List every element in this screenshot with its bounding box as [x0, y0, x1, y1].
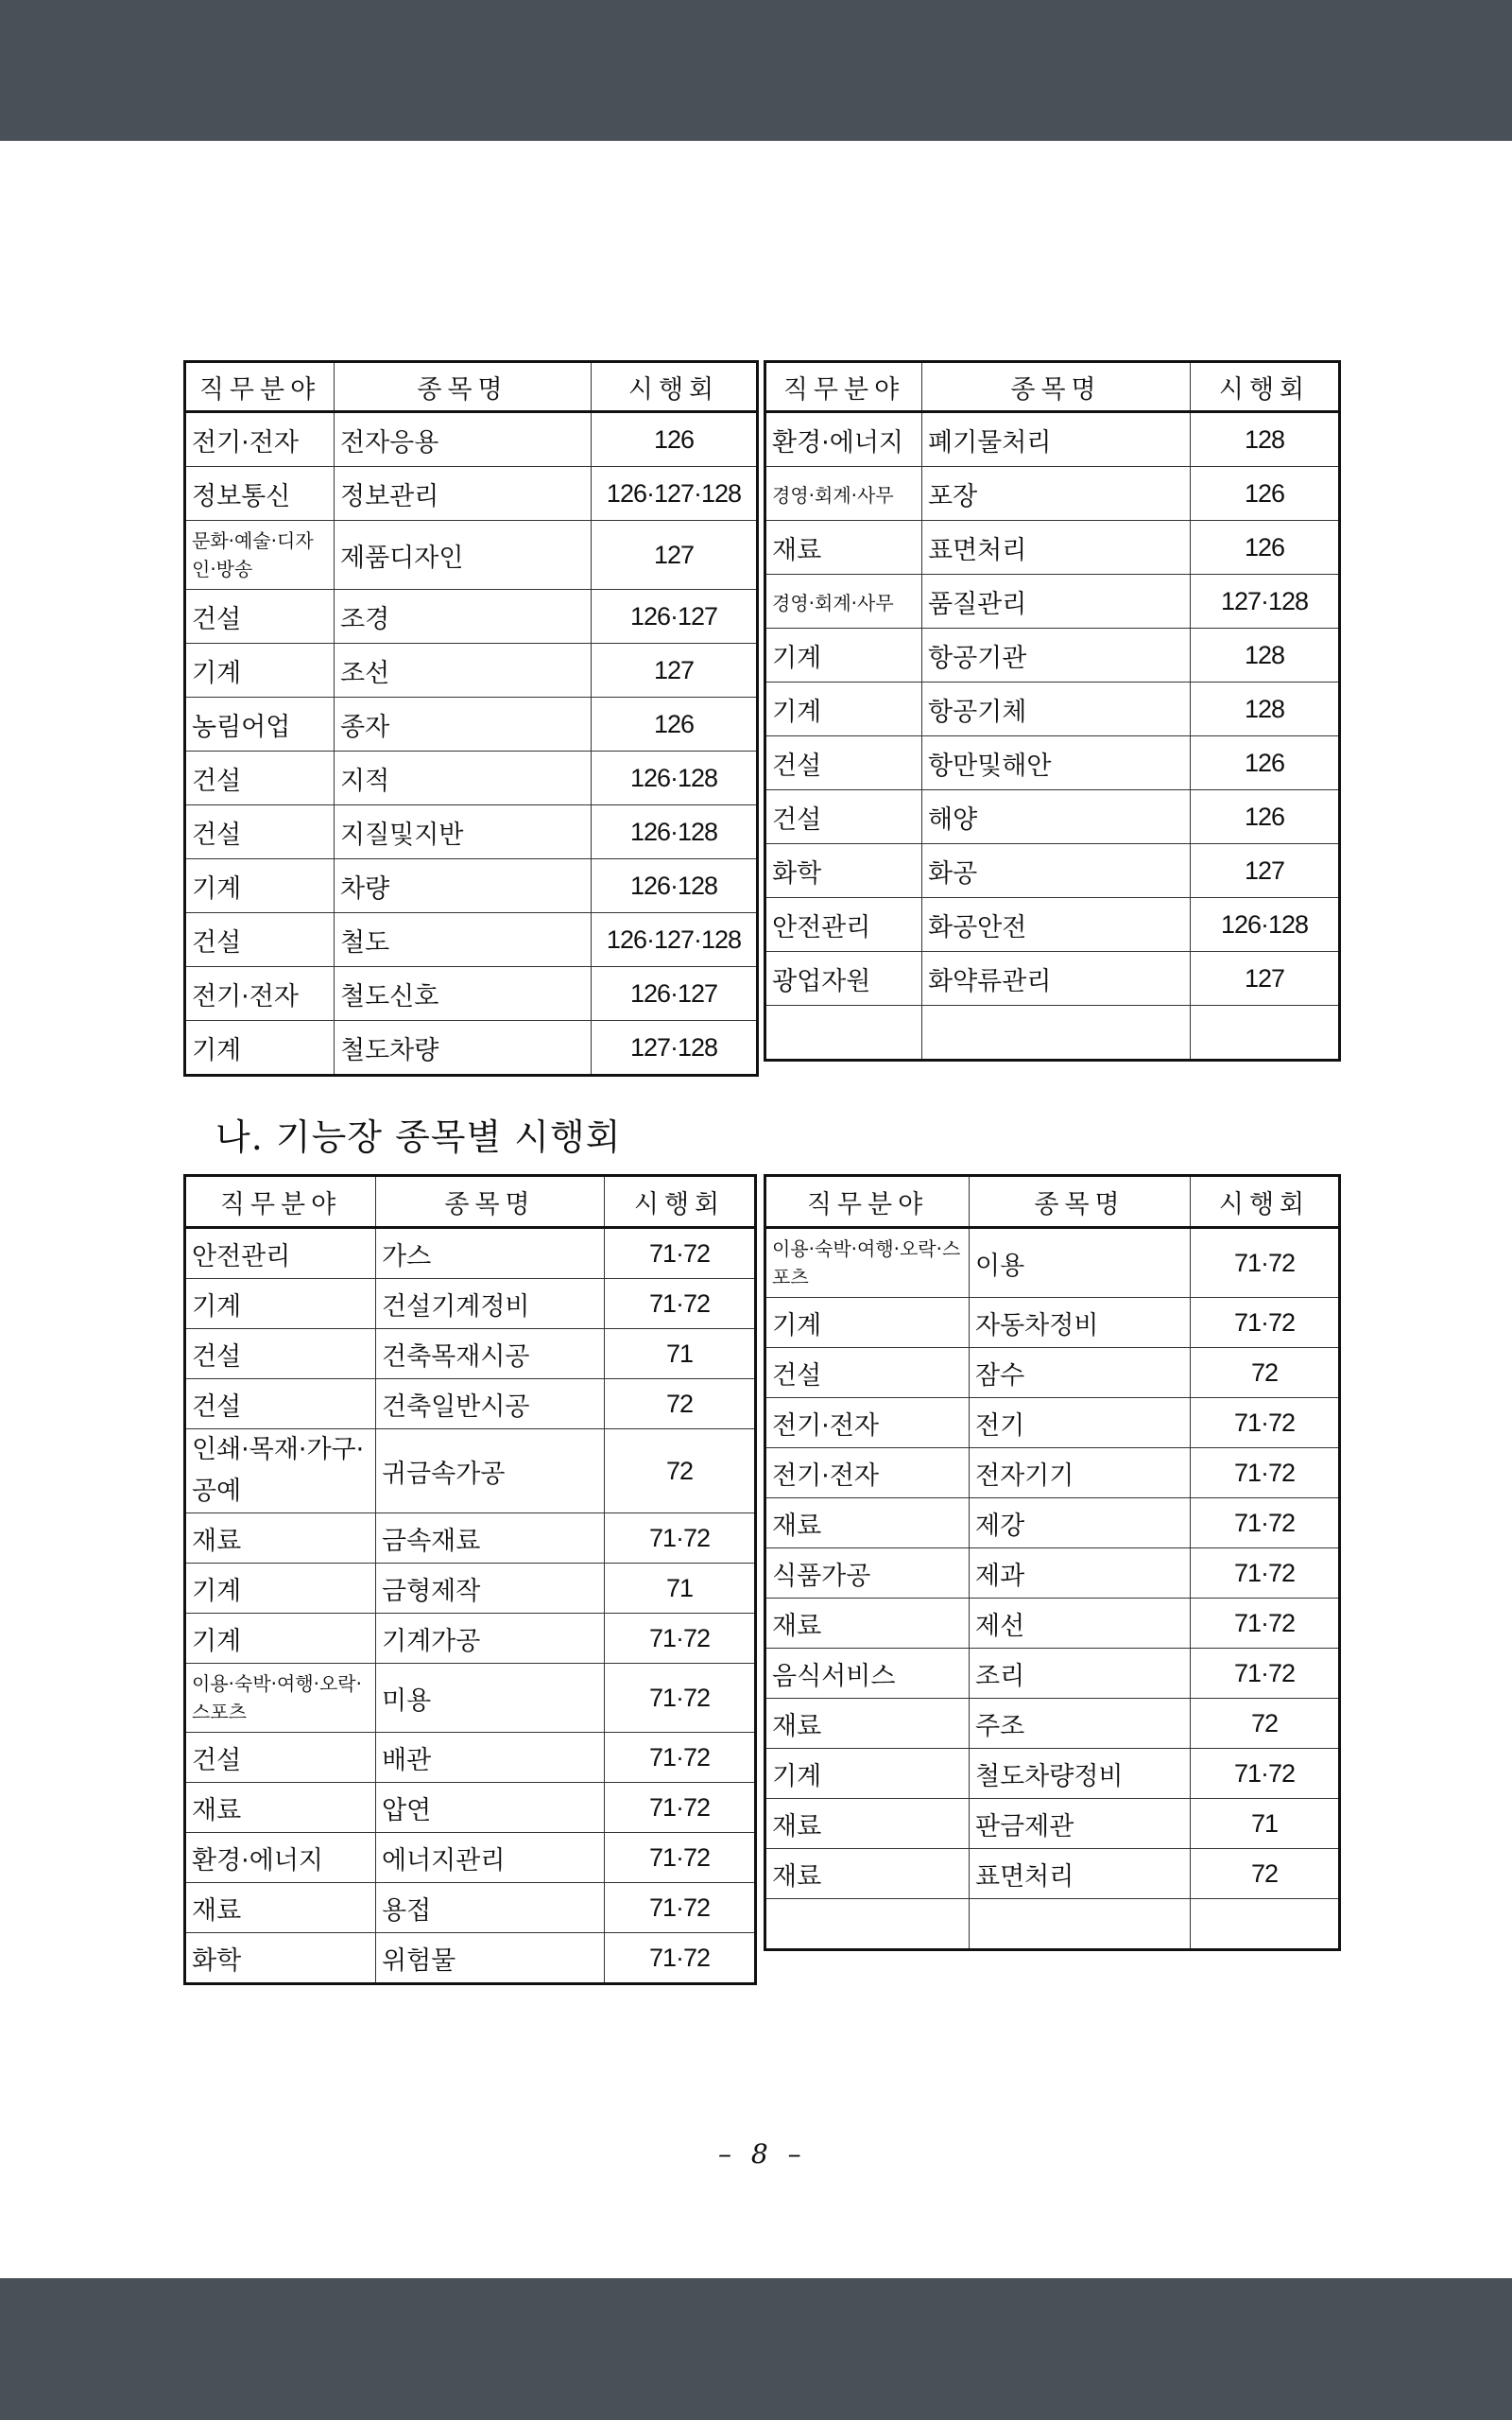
- cell-field: 문화·예술·디자인·방송: [185, 521, 335, 590]
- table-row: [765, 844, 1340, 898]
- table-header-row: [765, 1176, 1340, 1228]
- cell-session: 71·72: [1191, 1599, 1340, 1649]
- cell-session: 128: [1191, 683, 1340, 736]
- cell-session: 126·127: [592, 590, 758, 644]
- cell-field: 환경·에너지: [765, 412, 922, 467]
- cell-session: 126·127·128: [592, 467, 758, 521]
- cell-session: 127: [1191, 844, 1340, 898]
- cell-field: 건설: [185, 752, 335, 805]
- table-a-right: [764, 360, 1341, 1062]
- cell-item: 압연: [376, 1783, 605, 1833]
- cell-item: 위험물: [376, 1933, 605, 1984]
- table-row: [765, 1849, 1340, 1899]
- cell-field: 기계: [765, 1749, 970, 1799]
- cell-item: 표면처리: [922, 521, 1191, 575]
- cell-field: 기계: [765, 683, 922, 736]
- cell-field: 재료: [765, 1599, 970, 1649]
- table-row: [185, 698, 758, 752]
- header-session: 시행회: [605, 1176, 756, 1228]
- table-row: [185, 1614, 756, 1664]
- section-b-title: 나. 기능장 종목별 시행회: [215, 1116, 622, 1158]
- cell-session: 72: [1191, 1699, 1340, 1749]
- cell-item: 건축목재시공: [376, 1329, 605, 1379]
- cell-field: 재료: [765, 1498, 970, 1548]
- table-row: [765, 1699, 1340, 1749]
- table-row: [185, 1833, 756, 1883]
- cell-session: 71·72: [1191, 1498, 1340, 1548]
- cell-session: 127·128: [592, 1021, 758, 1076]
- table-row: [185, 859, 758, 913]
- table-row: [765, 1799, 1340, 1849]
- table-row: [185, 1564, 756, 1614]
- cell-item: 에너지관리: [376, 1833, 605, 1883]
- cell-item: 화공: [922, 844, 1191, 898]
- cell-session: 71·72: [605, 1733, 756, 1783]
- cell-item: 항만및해안: [922, 736, 1191, 790]
- cell-field: 경영·회계·사무: [765, 575, 922, 629]
- cell-session: 71: [1191, 1799, 1340, 1849]
- cell-item: 자동차정비: [970, 1298, 1191, 1348]
- cell-item: 표면처리: [970, 1849, 1191, 1899]
- table-row: [185, 644, 758, 698]
- cell-item: 잠수: [970, 1348, 1191, 1398]
- cell-item: 귀금속가공: [376, 1429, 605, 1513]
- cell-session: 71·72: [1191, 1749, 1340, 1799]
- cell-item: 제과: [970, 1548, 1191, 1599]
- cell-item: 제품디자인: [335, 521, 592, 590]
- cell-item: 화약류관리: [922, 952, 1191, 1006]
- table-row: [765, 1228, 1340, 1298]
- header-field: 직무분야: [185, 1176, 376, 1228]
- table-b-right: [764, 1174, 1341, 1951]
- cell-item: 전자기기: [970, 1448, 1191, 1498]
- table-header-row: [765, 362, 1340, 412]
- cell-field: 음식서비스: [765, 1649, 970, 1699]
- header-field: 직무분야: [765, 1176, 970, 1228]
- cell-field: 광업자원: [765, 952, 922, 1006]
- header-session: 시행회: [1191, 362, 1340, 412]
- cell-item: 이용: [970, 1228, 1191, 1298]
- cell-session: 71·72: [605, 1279, 756, 1329]
- table-row: [185, 1329, 756, 1379]
- cell-field: 기계: [185, 1614, 376, 1664]
- cell-session: 71·72: [605, 1614, 756, 1664]
- table-row: [765, 952, 1340, 1006]
- table-row: [185, 1379, 756, 1429]
- cell-field: 환경·에너지: [185, 1833, 376, 1883]
- header-item: 종목명: [376, 1176, 605, 1228]
- cell-field: 재료: [765, 521, 922, 575]
- table-row: [185, 1783, 756, 1833]
- cell-item: 전자응용: [335, 412, 592, 467]
- cell-field: 기계: [765, 1298, 970, 1348]
- cell-item: 용접: [376, 1883, 605, 1933]
- table-row: [185, 1513, 756, 1564]
- cell-item: 기계가공: [376, 1614, 605, 1664]
- cell-session: 71·72: [605, 1883, 756, 1933]
- table-row: [765, 1548, 1340, 1599]
- cell-field: 화학: [185, 1933, 376, 1984]
- cell-session: [1191, 1006, 1340, 1061]
- cell-field: 이용·숙박·여행·오락·스포츠: [185, 1664, 376, 1733]
- cell-session: 71·72: [1191, 1649, 1340, 1699]
- cell-item: 철도신호: [335, 967, 592, 1021]
- header-session: 시행회: [1191, 1176, 1340, 1228]
- cell-item: 항공기관: [922, 629, 1191, 683]
- cell-session: 71: [605, 1329, 756, 1379]
- cell-session: 126·128: [592, 859, 758, 913]
- cell-session: 127: [592, 521, 758, 590]
- table-row: [185, 1021, 758, 1076]
- cell-field: 기계: [185, 1021, 335, 1076]
- cell-field: 기계: [185, 1564, 376, 1614]
- cell-item: 전기: [970, 1398, 1191, 1448]
- cell-session: 126: [1191, 736, 1340, 790]
- cell-field: 재료: [765, 1849, 970, 1899]
- cell-session: 71·72: [1191, 1398, 1340, 1448]
- cell-session: 72: [1191, 1348, 1340, 1398]
- cell-item: 종자: [335, 698, 592, 752]
- cell-field: 안전관리: [765, 898, 922, 952]
- table-row: [765, 412, 1340, 467]
- page-number: – 8 –: [718, 2138, 807, 2169]
- table-header-row: [185, 1176, 756, 1228]
- cell-item: 철도: [335, 913, 592, 967]
- cell-item: 판금제관: [970, 1799, 1191, 1849]
- cell-item: 폐기물처리: [922, 412, 1191, 467]
- cell-item: 품질관리: [922, 575, 1191, 629]
- table-row: [185, 1933, 756, 1984]
- cell-session: 71·72: [605, 1664, 756, 1733]
- table-row: [765, 1649, 1340, 1699]
- table-row: [765, 1298, 1340, 1348]
- table-row: [765, 898, 1340, 952]
- bottom-band: [0, 2278, 1512, 2420]
- cell-item: [970, 1899, 1191, 1950]
- cell-item: 미용: [376, 1664, 605, 1733]
- table-row: [185, 1664, 756, 1733]
- cell-field: 정보통신: [185, 467, 335, 521]
- cell-session: 71·72: [1191, 1298, 1340, 1348]
- cell-field: 건설: [185, 805, 335, 859]
- cell-field: 기계: [185, 859, 335, 913]
- table-row: [765, 790, 1340, 844]
- cell-field: 재료: [765, 1699, 970, 1749]
- cell-item: 금속재료: [376, 1513, 605, 1564]
- cell-item: 조리: [970, 1649, 1191, 1699]
- cell-field: 건설: [765, 790, 922, 844]
- cell-item: 건축일반시공: [376, 1379, 605, 1429]
- cell-field: 식품가공: [765, 1548, 970, 1599]
- cell-session: 127·128: [1191, 575, 1340, 629]
- cell-session: 126: [592, 412, 758, 467]
- cell-field: 건설: [185, 913, 335, 967]
- cell-item: 금형제작: [376, 1564, 605, 1614]
- cell-item: 차량: [335, 859, 592, 913]
- cell-session: 126: [1191, 467, 1340, 521]
- table-row: [185, 805, 758, 859]
- cell-session: 126: [1191, 521, 1340, 575]
- cell-field: 재료: [185, 1783, 376, 1833]
- table-b-left: [183, 1174, 757, 1985]
- cell-session: 126: [592, 698, 758, 752]
- cell-item: 철도차량: [335, 1021, 592, 1076]
- cell-session: 71·72: [1191, 1228, 1340, 1298]
- table-row: [765, 575, 1340, 629]
- cell-session: 126: [1191, 790, 1340, 844]
- cell-session: 71·72: [605, 1513, 756, 1564]
- cell-field: 경영·회계·사무: [765, 467, 922, 521]
- cell-session: 126·128: [592, 752, 758, 805]
- cell-field: 건설: [765, 736, 922, 790]
- cell-field: [765, 1899, 970, 1950]
- table-row: [765, 1599, 1340, 1649]
- cell-item: 해양: [922, 790, 1191, 844]
- cell-item: [922, 1006, 1191, 1061]
- table-row: [185, 1279, 756, 1329]
- table-row: [185, 1429, 756, 1513]
- cell-item: 조선: [335, 644, 592, 698]
- table-row: [765, 629, 1340, 683]
- cell-field: 재료: [765, 1799, 970, 1849]
- cell-session: 71: [605, 1564, 756, 1614]
- cell-field: 이용·숙박·여행·오락·스포츠: [765, 1228, 970, 1298]
- cell-field: 재료: [185, 1513, 376, 1564]
- cell-session: 71·72: [605, 1783, 756, 1833]
- cell-item: 제선: [970, 1599, 1191, 1649]
- cell-field: 인쇄·목재·가구·공예: [185, 1429, 376, 1513]
- cell-item: 화공안전: [922, 898, 1191, 952]
- table-row: [765, 1749, 1340, 1799]
- cell-field: 건설: [765, 1348, 970, 1398]
- cell-session: 128: [1191, 629, 1340, 683]
- table-row: [765, 467, 1340, 521]
- cell-item: 조경: [335, 590, 592, 644]
- cell-field: 전기·전자: [185, 967, 335, 1021]
- top-band: [0, 0, 1512, 141]
- table-row: [185, 1228, 756, 1279]
- cell-item: 주조: [970, 1699, 1191, 1749]
- table-a-left: [183, 360, 759, 1077]
- cell-session: 72: [1191, 1849, 1340, 1899]
- table-row: [765, 736, 1340, 790]
- header-item: 종목명: [922, 362, 1191, 412]
- table-row: [765, 1448, 1340, 1498]
- cell-field: 전기·전자: [185, 412, 335, 467]
- cell-session: 128: [1191, 412, 1340, 467]
- cell-session: 72: [605, 1429, 756, 1513]
- table-row: [765, 1006, 1340, 1061]
- header-field: 직무분야: [765, 362, 922, 412]
- cell-field: 전기·전자: [765, 1448, 970, 1498]
- table-row: [185, 1733, 756, 1783]
- cell-field: 농림어업: [185, 698, 335, 752]
- table-row: [185, 913, 758, 967]
- cell-session: 127: [592, 644, 758, 698]
- table-row: [185, 521, 758, 590]
- cell-item: 항공기체: [922, 683, 1191, 736]
- cell-item: 제강: [970, 1498, 1191, 1548]
- cell-item: 지적: [335, 752, 592, 805]
- table-row: [185, 590, 758, 644]
- header-item: 종목명: [335, 362, 592, 412]
- header-item: 종목명: [970, 1176, 1191, 1228]
- cell-item: 배관: [376, 1733, 605, 1783]
- table-row: [185, 467, 758, 521]
- cell-session: 71·72: [1191, 1448, 1340, 1498]
- table-row: [765, 683, 1340, 736]
- table-row: [765, 1398, 1340, 1448]
- cell-field: 건설: [185, 590, 335, 644]
- cell-field: 건설: [185, 1733, 376, 1783]
- cell-session: 71·72: [1191, 1548, 1340, 1599]
- cell-field: 전기·전자: [765, 1398, 970, 1448]
- cell-field: 화학: [765, 844, 922, 898]
- cell-session: 126·127: [592, 967, 758, 1021]
- header-session: 시행회: [592, 362, 758, 412]
- cell-field: 기계: [765, 629, 922, 683]
- cell-item: 포장: [922, 467, 1191, 521]
- cell-item: 정보관리: [335, 467, 592, 521]
- cell-session: 126·128: [592, 805, 758, 859]
- table-row: [185, 412, 758, 467]
- cell-session: 71·72: [605, 1933, 756, 1984]
- cell-session: 71·72: [605, 1833, 756, 1883]
- cell-session: 71·72: [605, 1228, 756, 1279]
- cell-field: 건설: [185, 1329, 376, 1379]
- table-row: [185, 1883, 756, 1933]
- header-field: 직무분야: [185, 362, 335, 412]
- cell-item: 지질및지반: [335, 805, 592, 859]
- cell-item: 철도차량정비: [970, 1749, 1191, 1799]
- table-row: [765, 521, 1340, 575]
- cell-session: 127: [1191, 952, 1340, 1006]
- cell-field: 건설: [185, 1379, 376, 1429]
- cell-field: 기계: [185, 1279, 376, 1329]
- cell-field: 기계: [185, 644, 335, 698]
- cell-field: 재료: [185, 1883, 376, 1933]
- table-row: [765, 1498, 1340, 1548]
- cell-session: 72: [605, 1379, 756, 1429]
- cell-session: [1191, 1899, 1340, 1950]
- cell-item: 건설기계정비: [376, 1279, 605, 1329]
- table-row: [185, 752, 758, 805]
- cell-field: [765, 1006, 922, 1061]
- table-header-row: [185, 362, 758, 412]
- cell-field: 안전관리: [185, 1228, 376, 1279]
- table-row: [185, 967, 758, 1021]
- table-row: [765, 1348, 1340, 1398]
- cell-item: 가스: [376, 1228, 605, 1279]
- cell-session: 126·128: [1191, 898, 1340, 952]
- cell-session: 126·127·128: [592, 913, 758, 967]
- table-row: [765, 1899, 1340, 1950]
